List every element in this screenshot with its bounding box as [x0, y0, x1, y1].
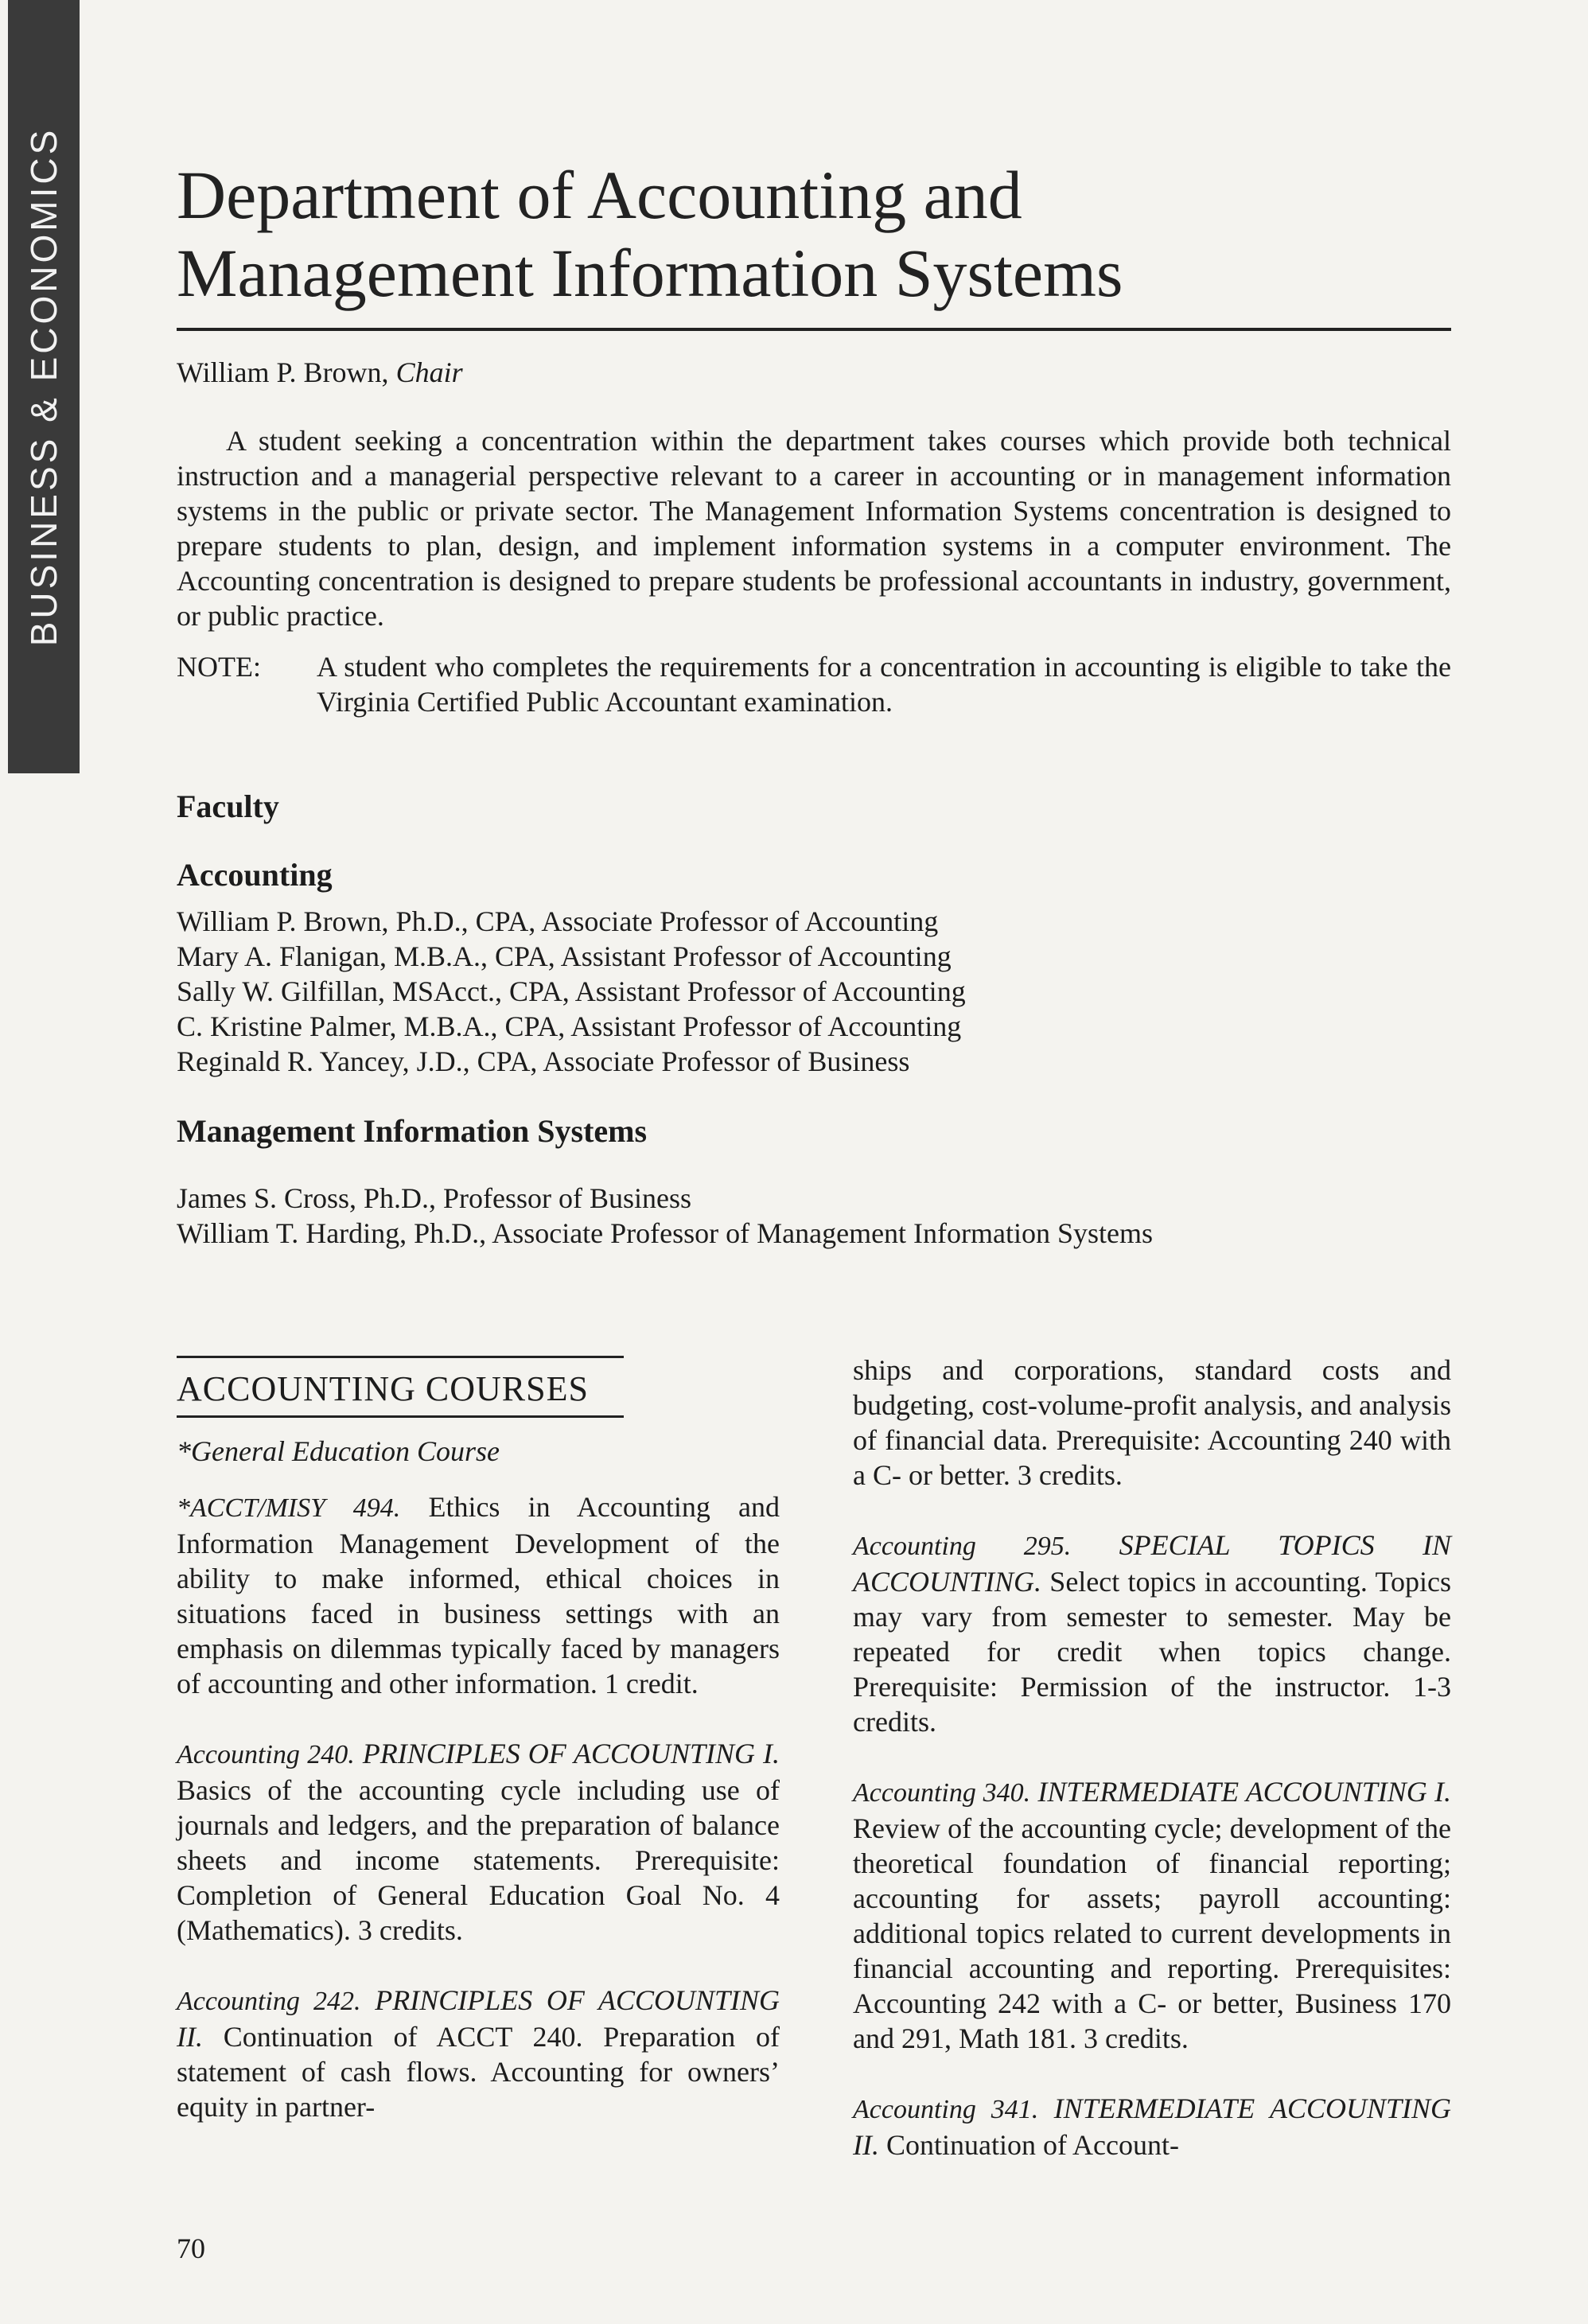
- course-description: Review of the accounting cycle; development of the theoretical foundation of financial reporting; accounting for assets; payroll accounting: additional topics related to current developments in financial accounting and reporting. Prerequisites: Accounting 242 with a C- or better, Business 170 and 291, Math 181. 3 credits.: [853, 1812, 1451, 2054]
- courses-heading-block: [177, 1356, 780, 1418]
- course-entry: [853, 1774, 1451, 2056]
- course-description: Ethics in Accounting and Information Management Development of the ability to make informed, ethical choices in situations faced in business settings with an emphasis on dilemmas typically faced by managers of accounting and other information. 1 credit.: [177, 1491, 780, 1699]
- faculty-member: Reginald R. Yancey, J.D., CPA, Associate Professor of Business: [177, 1045, 910, 1077]
- course-description: Select topics in accounting. Topics may vary from semester to semester. May be repeated for credit when topics change. Prerequisite: Permission of the instructor. 1-3 credits.: [853, 1566, 1451, 1738]
- course-entry: [853, 1528, 1451, 1739]
- department-chair: [177, 355, 463, 390]
- course-description: Basics of the accounting cycle including use of journals and ledgers, and the preparation of balance sheets and income statements. Prerequisite: Completion of General Education Goal No. 4 (Mathematics). 3 credits.: [177, 1774, 780, 1946]
- note-text: A student who completes the requirements for a concentration in accounting is eligible to take the Virginia Certified Public Accountant examination.: [317, 651, 1451, 718]
- faculty-member: James S. Cross, Ph.D., Professor of Business: [177, 1182, 692, 1214]
- course-title: SPECIAL TOPICS IN ACCOUNTING.: [853, 1529, 1452, 1598]
- course-continuation: ships and corporations, standard costs and budgeting, cost-volume-profit analysis, and analysis of financial data. Prerequisite: Accounting 240 with a C- or better. 3 credits.: [853, 1354, 1451, 1491]
- course-number: Accounting 240.: [177, 1740, 355, 1769]
- accounting-faculty-heading: Accounting: [177, 857, 333, 893]
- title-line-2: Management Information Systems: [177, 235, 1123, 311]
- course-title: INTERMEDIATE ACCOUNTING II.: [853, 2092, 1451, 2161]
- course-title: PRINCIPLES OF ACCOUNTING II.: [177, 1984, 780, 2053]
- page-title: [177, 156, 1123, 312]
- title-divider: [177, 328, 1451, 331]
- intro-paragraph: A student seeking a concentration within the department takes courses which provide both technical instruction and a managerial perspective relevant to a career in accounting or in management information systems in the public or private sector. The Management Information Systems concentration is designed to prepare students to plan, design, and implement information systems in a computer environment. The Accounting concentration is designed to prepare students be professional accountants in industry, government, or public practice.: [177, 425, 1451, 632]
- chair-role: Chair: [395, 356, 463, 388]
- courses-column-left: [177, 1353, 780, 2124]
- course-description: Continuation of ACCT 240. Preparation of statement of cash flows. Accounting for owners’ equity in partner-: [177, 2021, 780, 2123]
- faculty-member: C. Kristine Palmer, M.B.A., CPA, Assistant Professor of Accounting: [177, 1010, 962, 1042]
- courses-column-right: [853, 1353, 1451, 2162]
- gen-ed-note: *General Education Course: [177, 1435, 500, 1467]
- title-line-1: Department of Accounting and: [177, 157, 1022, 233]
- note-block: [177, 649, 1451, 719]
- course-number: *ACCT/MISY 494.: [177, 1493, 401, 1523]
- note-label: NOTE:: [177, 651, 261, 683]
- course-entry: [177, 1489, 780, 1701]
- faculty-member: Sally W. Gilfillan, MSAcct., CPA, Assistant Professor of Accounting: [177, 975, 966, 1007]
- course-number: Accounting 295.: [853, 1532, 1072, 1561]
- courses-heading: ACCOUNTING COURSES: [177, 1369, 589, 1408]
- course-title: INTERMEDIATE ACCOUNTING I.: [1030, 1776, 1452, 1808]
- page-number: 70: [177, 2233, 205, 2264]
- faculty-member: William T. Harding, Ph.D., Associate Professor of Management Information Systems: [177, 1217, 1154, 1249]
- course-number: Accounting 340.: [853, 1778, 1031, 1808]
- course-entry: [177, 1736, 780, 1948]
- faculty-member: William P. Brown, Ph.D., CPA, Associate Professor of Accounting: [177, 905, 939, 937]
- course-number: Accounting 341.: [853, 2095, 1039, 2124]
- section-side-tab: [8, 0, 80, 773]
- course-entry: [853, 2091, 1451, 2162]
- mis-faculty-heading: Management Information Systems: [177, 1113, 648, 1149]
- course-title: PRINCIPLES OF ACCOUNTING I.: [354, 1738, 780, 1769]
- course-entry: [177, 1983, 780, 2124]
- faculty-heading: Faculty: [177, 788, 279, 824]
- side-tab-label: BUSINESS & ECONOMICS: [23, 127, 64, 647]
- faculty-member: Mary A. Flanigan, M.B.A., CPA, Assistant Professor of Accounting: [177, 940, 952, 972]
- course-description: Continuation of Account-: [878, 2129, 1179, 2161]
- course-number: Accounting 242.: [177, 1987, 361, 2016]
- accounting-faculty-list: [177, 904, 966, 1079]
- chair-name: William P. Brown,: [177, 356, 396, 388]
- mis-faculty-list: [177, 1181, 1153, 1251]
- courses-heading-rule-bottom: [177, 1415, 624, 1418]
